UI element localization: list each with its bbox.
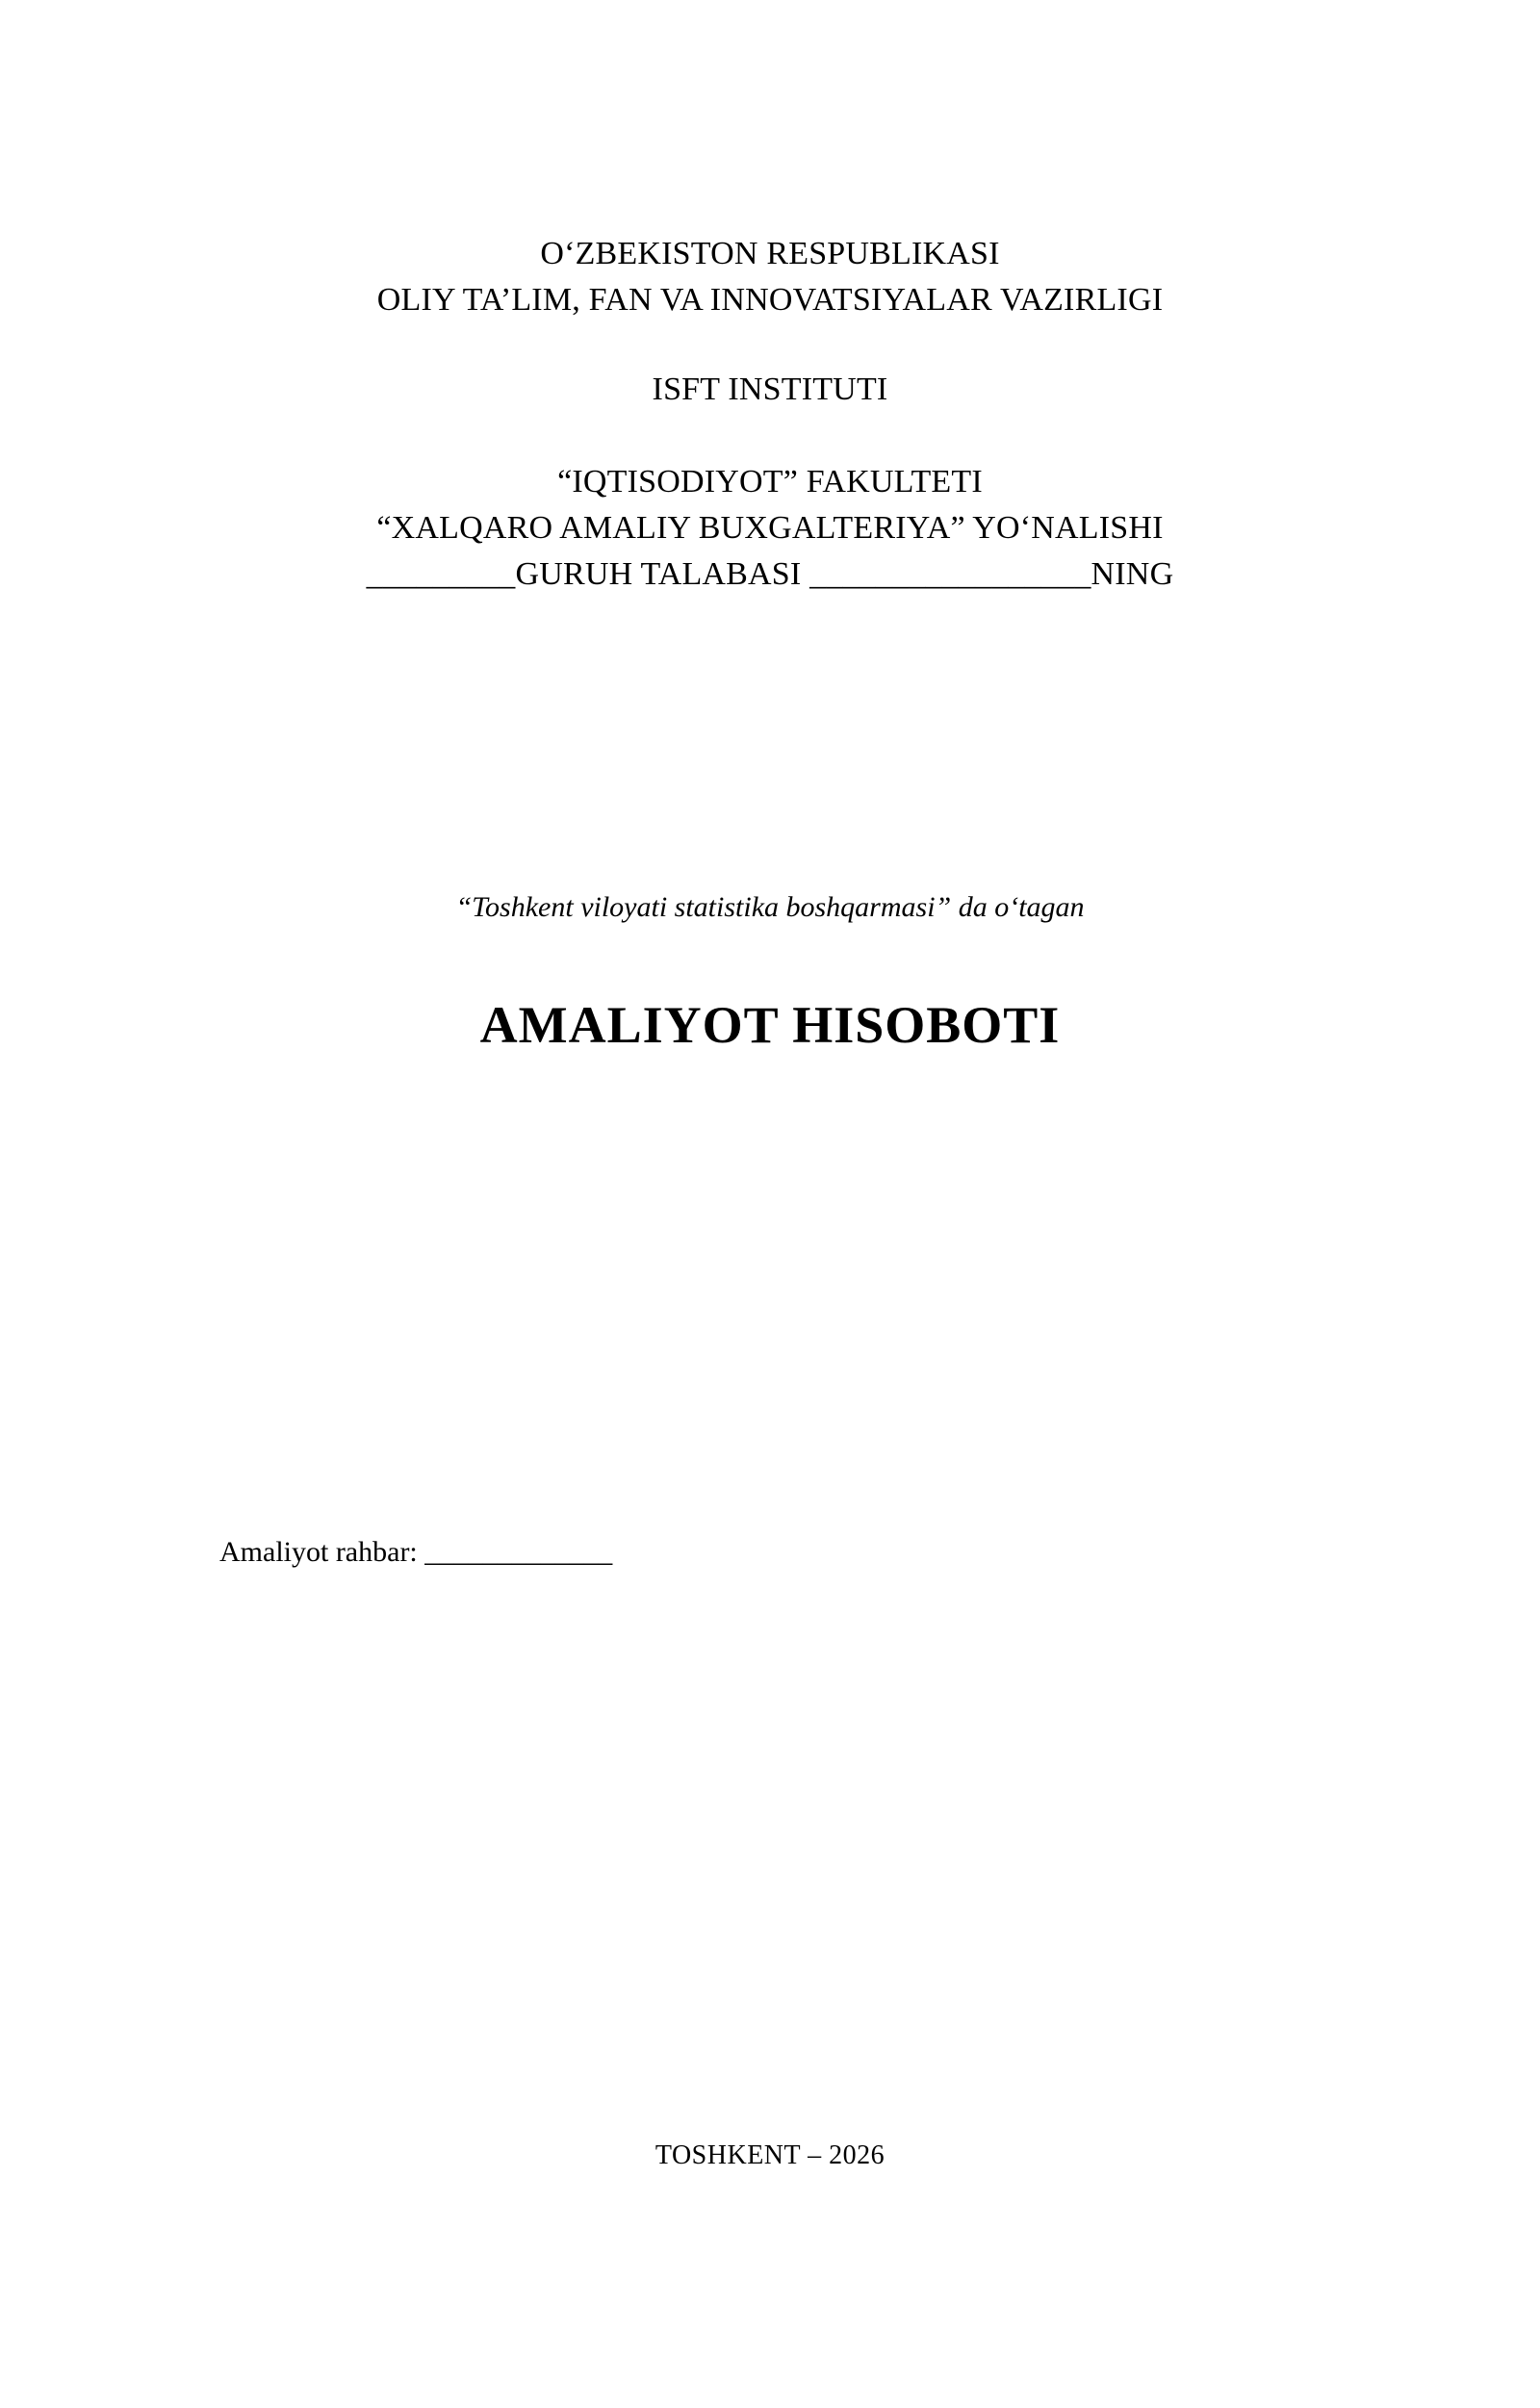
spacer-2 (0, 413, 1540, 459)
header-line-faculty: “IQTISODIYOT” FAKULTETI (557, 463, 983, 500)
report-main-title: AMALIYOT HISOBOTI (479, 995, 1061, 1054)
internship-place-subtitle: “Toshkent viloyati statistika boshqarmasi” da o‘tagan (455, 890, 1085, 923)
header-line-group-student: _________GURUH TALABASI _________________NING (366, 556, 1174, 593)
header-line-institute: ISFT INSTITUTI (652, 371, 888, 407)
spacer-1 (0, 324, 1540, 367)
header-line-ministry: OLIY TA’LIM, FAN VA INNOVATSIYALAR VAZIRLIGI (376, 282, 1164, 319)
report-title-block (0, 887, 1540, 1055)
institution-header (0, 231, 1540, 599)
place-year-footer: TOSHKENT – 2026 (654, 2140, 886, 2170)
supervisor-field: Amaliyot rahbar: _____________ (219, 1535, 613, 1568)
header-line-direction: “XALQARO AMALIY BUXGALTERIYA” YO‘NALISHI (376, 510, 1164, 547)
document-page (0, 231, 1540, 2408)
header-line-republic: O‘ZBEKISTON RESPUBLIKASI (540, 236, 1000, 271)
